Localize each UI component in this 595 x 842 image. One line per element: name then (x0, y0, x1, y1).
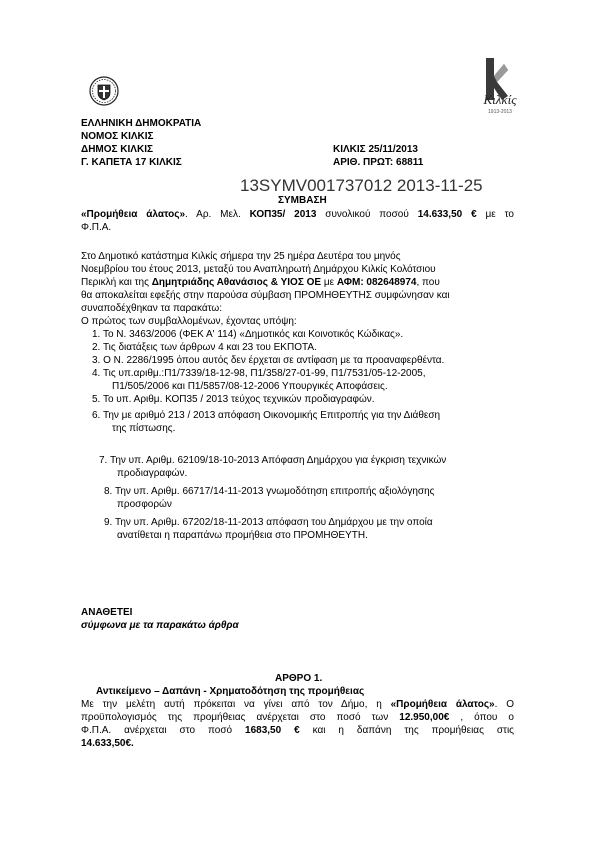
consideration-7: 7. Την υπ. Αριθμ. 62109/18-10-2013 Απόφαση Δημάρχου για έγκριση τεχνικών (99, 455, 447, 466)
assign-title: ΑΝΑΘΕΤΕΙ (81, 607, 133, 618)
kilkis-logo (470, 56, 530, 118)
subject-ref-prefix: . Αρ. Μελ. (185, 209, 241, 220)
consideration-4-cont: Π1/505/2006 και Π1/5857/08-12-2006 Υπουργικές Αποφάσεις. (112, 381, 388, 392)
consideration-6: 6. Την με αριθμό 213 / 2013 απόφαση Οικονομικής Επιτροπής για την Διάθεση (92, 410, 441, 421)
article-1-line-3 (81, 725, 514, 737)
logo-tagline: 1913-2013 (488, 109, 512, 115)
header-republic: ΕΛΛΗΝΙΚΗ ΔΗΜΟΚΡΑΤΙΑ (81, 118, 202, 129)
article-1-budget: 12.950,00€ (399, 712, 450, 723)
consideration-9-cont: ανατίθεται η παραπάνω προμήθεια στο ΠΡΟΜΗΘΕΥΤΗ. (117, 530, 368, 541)
intro-l3-text: Περικλή και της (81, 277, 152, 288)
article-1-title: ΑΡΘΡΟ 1. (275, 673, 323, 684)
header-municipality: ΔΗΜΟΣ ΚΙΛΚΙΣ (81, 144, 153, 155)
consideration-4: 4. Τις υπ.αριθμ.:Π1/7339/18-12-98, Π1/358/27-01-99, Π1/7531/05-12-2005, (92, 368, 426, 379)
article-1-p2a: προϋπολογισμός της προμήθειας ανέρχεται στο ποσό των (81, 712, 400, 723)
coat-of-arms-emblem (89, 76, 119, 106)
article-1-p3c: και η δαπάνη της προμήθειας στις (299, 725, 515, 736)
article-1-line-2 (81, 712, 514, 724)
intro-line-4: θα αποκαλείται εφεξής στην παρούσα σύμβαση ΠΡΟΜΗΘΕΥΤΗΣ συμφώνησαν και (81, 290, 450, 301)
subject-with-text: με το (485, 209, 514, 220)
article-1-subject: «Προμήθεια άλατος» (390, 699, 495, 710)
consideration-2: 2. Τις διατάξεις των άρθρων 4 και 23 του ΕΚΠΟΤΑ. (92, 342, 317, 353)
header-prefecture: ΝΟΜΟΣ ΚΙΛΚΙΣ (81, 131, 154, 142)
subject-name: «Προμήθεια άλατος» (81, 209, 186, 220)
article-1-p3a: Φ.Π.Α. ανέρχεται στο ποσό (81, 725, 246, 736)
consideration-3: 3. Ο Ν. 2286/1995 όπου αυτός δεν έρχεται σε αντίφαση με τα προαναφερθέντα. (92, 355, 445, 366)
article-1-p1a: Με την μελέτη αυτή πρόκειται να γίνει από τον Δήμο, η (81, 699, 391, 710)
header-place-date: ΚΙΛΚΙΣ 25/11/2013 (333, 144, 418, 155)
subject-amount: 14.633,50 € (417, 209, 477, 220)
article-1-line-1 (81, 699, 514, 711)
intro-l3-end: , που (416, 277, 440, 288)
article-1-heading: Αντικείμενο – Δαπάνη - Χρηματοδότηση της προμήθειας (96, 686, 365, 697)
header-address: Γ. ΚΑΠΕΤΑ 17 ΚΙΛΚΙΣ (81, 157, 182, 168)
subject-total-text: συνολικού ποσού (325, 209, 409, 220)
article-1-p1c: . Ο (494, 699, 514, 710)
intro-line-2: Νοεμβρίου του έτους 2013, μεταξύ του Αναπληρωτή Δημάρχου Κιλκίς Κολότσιου (81, 264, 436, 275)
consideration-7-cont: προδιαγραφών. (117, 468, 188, 479)
subject-ref: ΚΟΠ35/ 2013 (249, 209, 317, 220)
article-1-total: 14.633,50€. (81, 738, 134, 749)
intro-line-5: συναποδέχθηκαν τα παρακάτω: (81, 303, 223, 314)
document-title: ΣΥΜΒΑΣΗ (278, 195, 327, 206)
consideration-8-cont: προσφορών (117, 499, 172, 510)
subject-vat: Φ.Π.Α. (81, 222, 112, 233)
consideration-9: 9. Την υπ. Αριθμ. 67202/18-11-2013 απόφαση του Δημάρχου με την οποία (104, 517, 433, 528)
article-1-vat-amount: 1683,50 € (245, 725, 300, 736)
intro-line-1: Στο Δημοτικό κατάστημα Κιλκίς σήμερα την 25 ημέρα Δευτέρα του μηνός (81, 251, 401, 262)
consideration-1: 1. Το Ν. 3463/2006 (ΦΕΚ Α' 114) «Δημοτικός και Κοινοτικός Κώδικας». (92, 329, 404, 340)
logo-name: Κιλκίς (483, 92, 517, 107)
consideration-8: 8. Την υπ. Αριθμ. 66717/14-11-2013 γνωμοδότηση επιτροπής αξιολόγησης (104, 486, 435, 497)
intro-line-6: Ο πρώτος των συμβαλλομένων, έχοντας υπόψη: (81, 316, 297, 327)
contractor-name: Δημητριάδης Αθανάσιος & ΥΙΟΣ ΟΕ (151, 277, 322, 288)
document-registry-code: 13SYMV001737012 2013-11-25 (240, 176, 483, 195)
consideration-6-cont: της πίστωσης. (112, 423, 176, 434)
contractor-tax-id: ΑΦΜ: 082648974 (336, 277, 417, 288)
consideration-5: 5. Το υπ. Αριθμ. ΚΟΠ35 / 2013 τεύχος τεχνικών προδιαγραφών. (92, 394, 375, 405)
intro-line-3 (81, 277, 440, 289)
subject-line (81, 209, 514, 221)
intro-l3-with: με (321, 277, 337, 288)
header-protocol-number: ΑΡΙΘ. ΠΡΩΤ: 68811 (333, 157, 424, 168)
assign-subtitle: σύμφωνα με τα παρακάτω άρθρα (81, 620, 239, 631)
article-1-p2c: , όπου ο (449, 712, 514, 723)
